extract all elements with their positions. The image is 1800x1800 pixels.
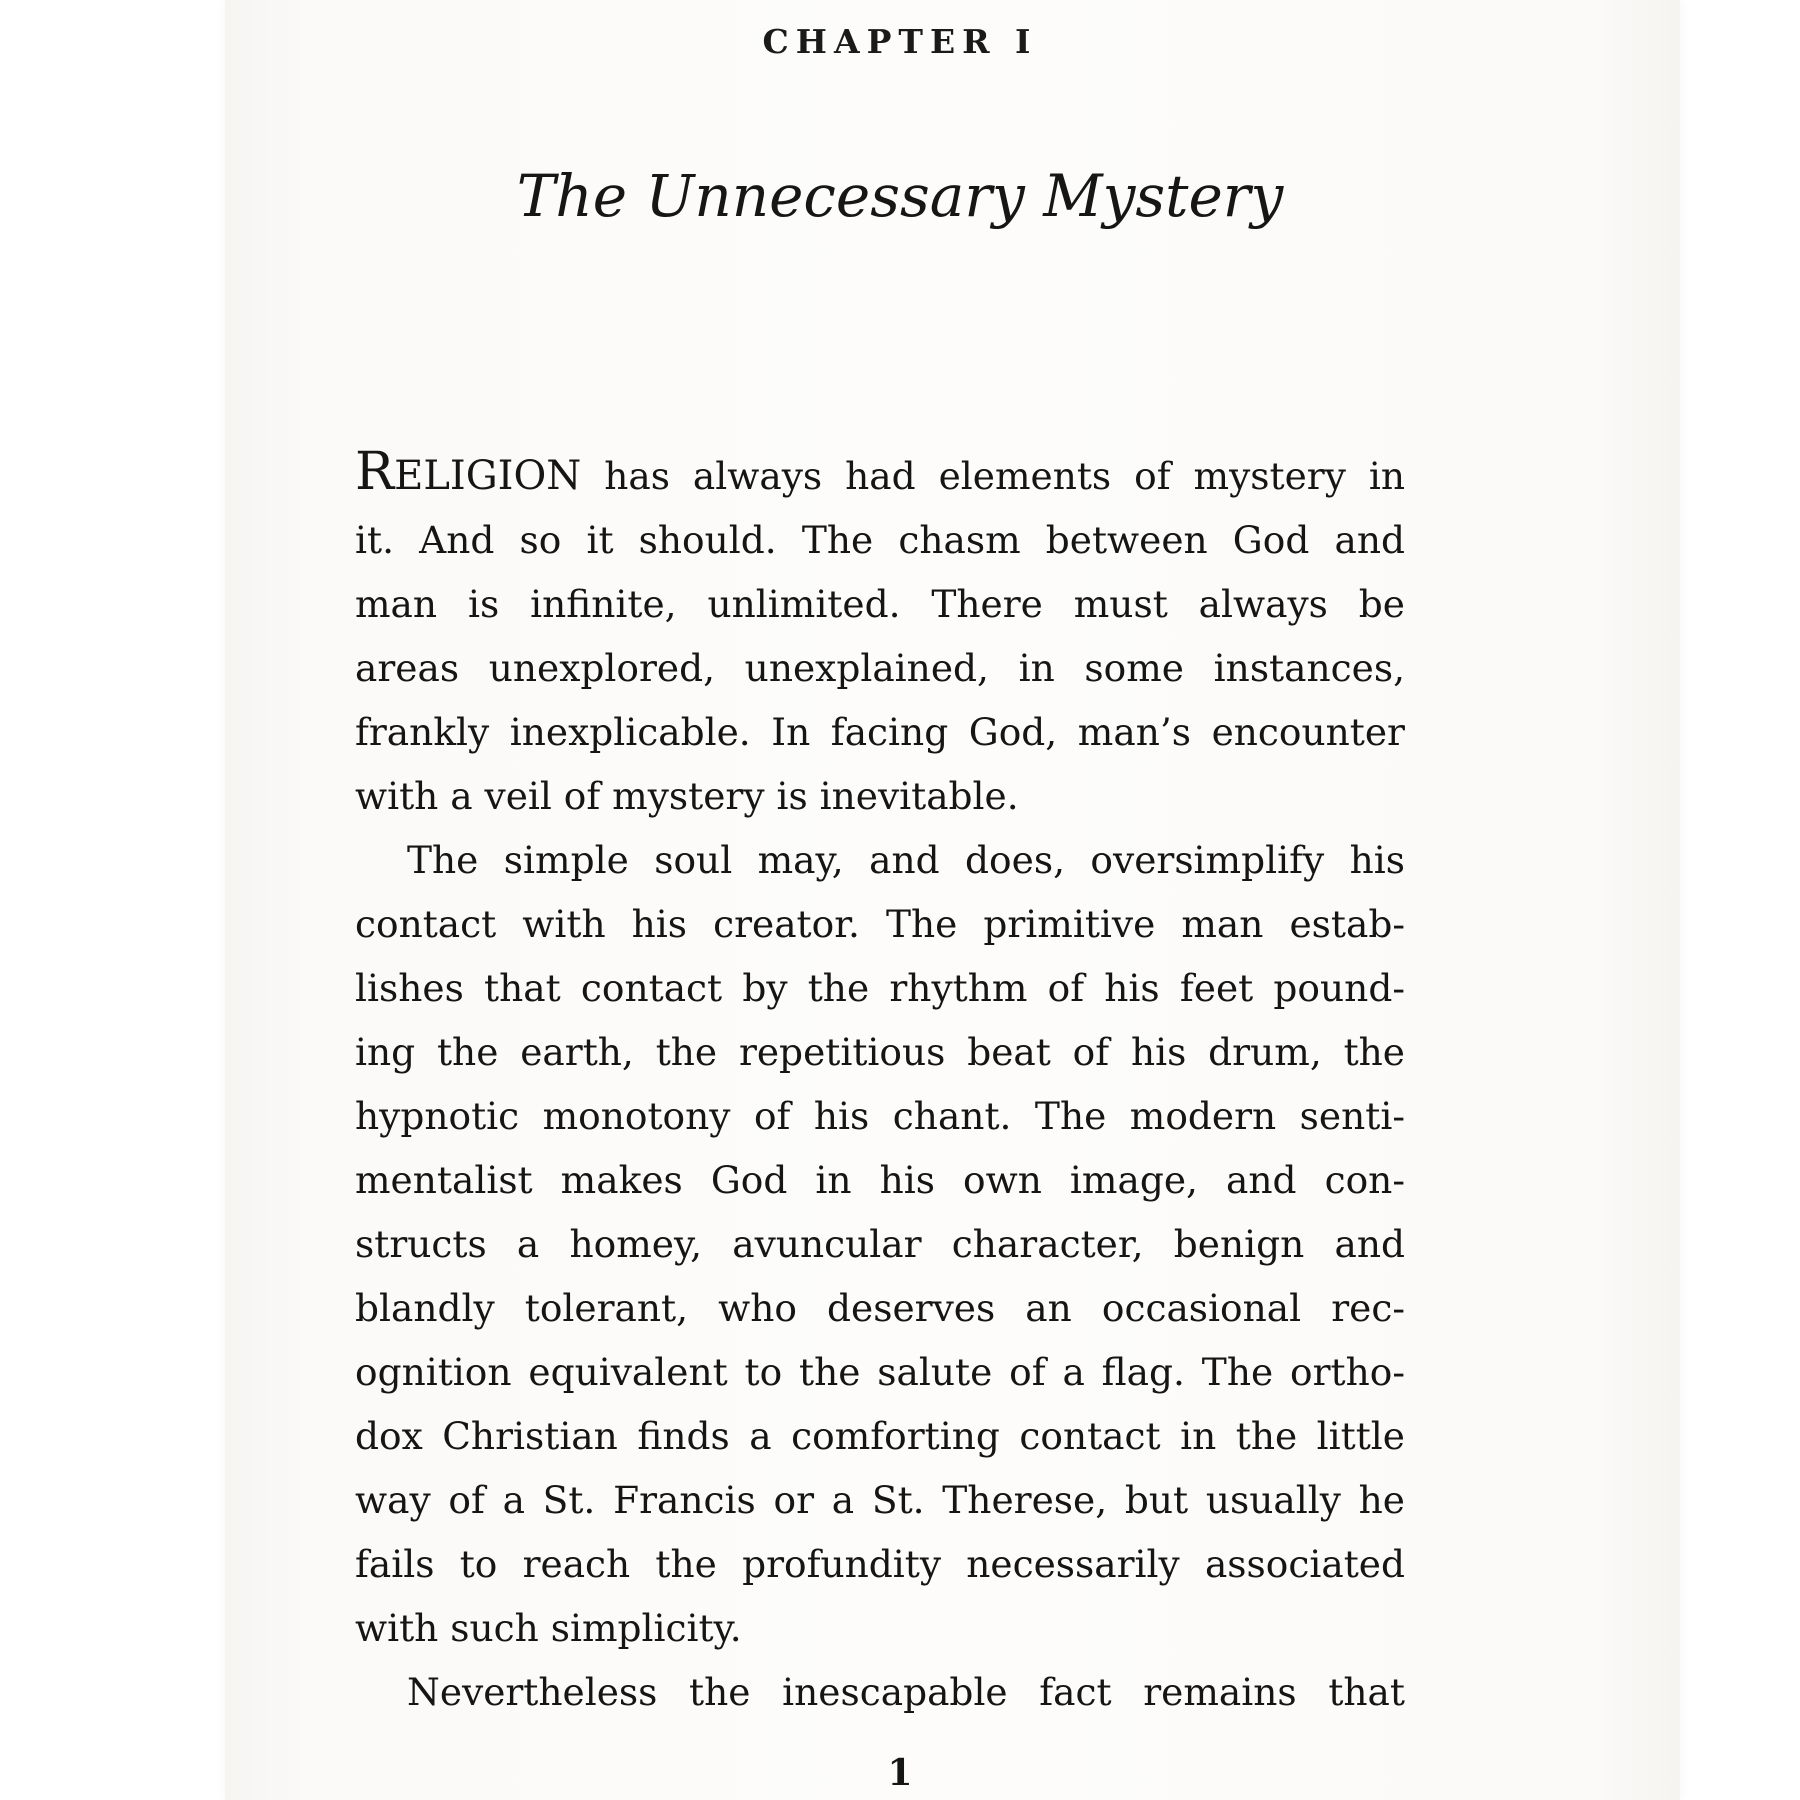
- page-number: 1: [887, 1752, 913, 1794]
- paragraph-line: mentalist makes God in his own image, and con-: [355, 1158, 1405, 1202]
- chapter-label: CHAPTER I: [762, 22, 1038, 61]
- paragraph-line: structs a homey, avuncular character, benign and: [355, 1222, 1405, 1266]
- paragraph-line: ognition equivalent to the salute of a flag. The ortho-: [355, 1350, 1405, 1394]
- paragraph-line: frankly inexplicable. In facing God, man’s encounter: [355, 710, 1405, 754]
- paragraph-line: areas unexplored, unexplained, in some instances,: [355, 646, 1405, 690]
- paragraph-line: lishes that contact by the rhythm of his feet pound-: [355, 966, 1405, 1010]
- paragraph-line: way of a St. Francis or a St. Therese, but usually he: [355, 1478, 1405, 1522]
- paragraph-line: it. And so it should. The chasm between God and: [355, 518, 1405, 562]
- paragraph-line: with a veil of mystery is inevitable.: [355, 774, 1019, 818]
- paragraph-line: man is infinite, unlimited. There must always be: [355, 582, 1405, 626]
- lead-word-rest: ELIGION: [394, 453, 582, 499]
- paragraph-line: ing the earth, the repetitious beat of his drum, the: [355, 1030, 1405, 1074]
- paragraph-line: with such simplicity.: [355, 1606, 742, 1650]
- paragraph-line: dox Christian finds a comforting contact in the little: [355, 1414, 1405, 1458]
- chapter-title: The Unnecessary Mystery: [516, 162, 1284, 230]
- body-text: [355, 444, 1405, 1724]
- drop-initial: R: [355, 442, 395, 502]
- paragraph-line: blandly tolerant, who deserves an occasional rec-: [355, 1286, 1405, 1330]
- paragraph-line: The simple soul may, and does, oversimplify his: [407, 838, 1405, 882]
- paragraph-line: RELIGION has always had elements of mystery in: [355, 442, 1405, 502]
- paragraph-line: Nevertheless the inescapable fact remains that: [407, 1670, 1405, 1714]
- paragraph-line: hypnotic monotony of his chant. The modern senti-: [355, 1094, 1405, 1138]
- paragraph-line: contact with his creator. The primitive man estab-: [355, 902, 1405, 946]
- paragraph-line: fails to reach the profundity necessarily associated: [355, 1542, 1405, 1586]
